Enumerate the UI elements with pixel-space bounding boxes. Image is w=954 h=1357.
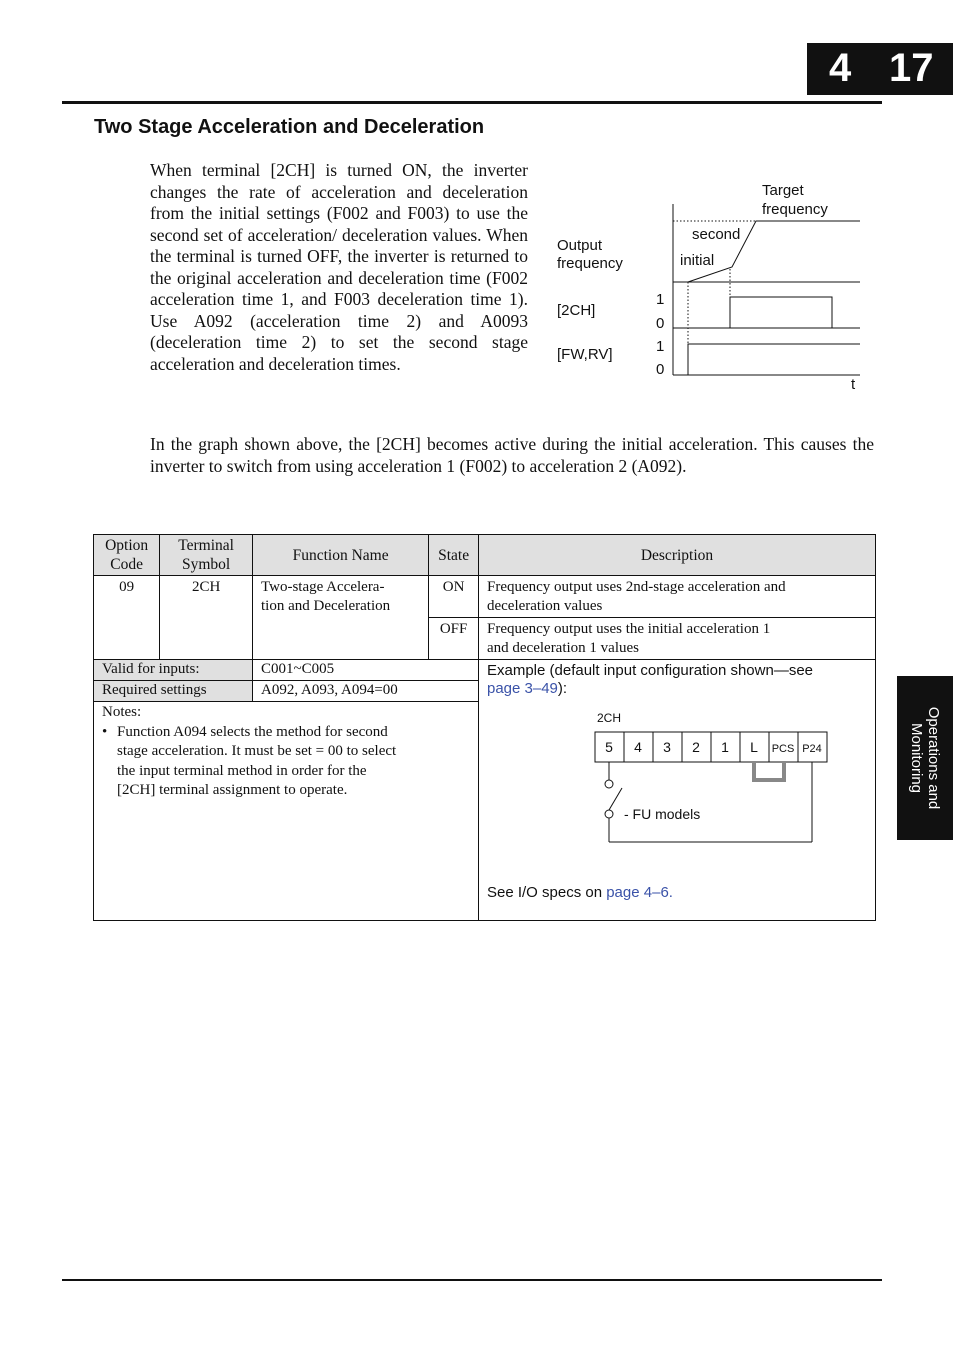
fwrv-high-label: 1 <box>656 338 665 355</box>
time-label: t <box>851 376 856 393</box>
fwrv-low-label: 0 <box>656 361 665 378</box>
target-label-1: Target <box>762 182 804 199</box>
function-table <box>93 534 876 921</box>
explanation-paragraph: In the graph shown above, the [2CH] becomes active during the initial acceleration. This causes the inverter to switch from using acceleration 1 (F002) to acceleration 2 (A092). <box>150 434 874 476</box>
wiring-diagram <box>487 710 867 870</box>
chapter-side-tab <box>897 676 953 840</box>
terminal-label: 1 <box>721 739 729 755</box>
output-label-1: Output <box>557 237 603 254</box>
side-tab-line-1: Operations and <box>925 706 942 810</box>
bullet: • <box>102 723 108 740</box>
io-specs-text: See I/O specs on page 4–6. <box>486 884 673 901</box>
intro-paragraph: When terminal [2CH] is turned ON, the inverter changes the rate of acceleration and deceleration from the initial settings (F002 and F003) to use the second set of acceleration/ deceleration values. When the terminal is turned OFF, the inverter is returned to the original acceleration and deceleration time (F002 acceleration time 1, and F003 deceleration time 1). Use A092 (acceleration time 2) and A0093 (deceleration time 2) to set the second stage acceleration and deceleration times. <box>150 160 528 374</box>
valid-inputs-value: C001~C005 <box>253 660 479 681</box>
switch-bottom-contact <box>605 810 613 818</box>
description-off-cell: Frequency output uses the initial acceleration 1 and deceleration 1 values <box>478 618 875 660</box>
terminal-symbol-cell: 2CH <box>160 576 253 660</box>
state-header: State <box>429 535 479 576</box>
terminal-label: 3 <box>663 739 671 755</box>
note-item: • Function A094 selects the method for second stage acceleration. It must be set = 00 to select the input terminal method in order for the [2CH] terminal assignment to operate. <box>102 723 397 798</box>
section-title: Two Stage Acceleration and Deceleration <box>94 116 485 138</box>
description-on-cell: Frequency output uses 2nd-stage acceleration and deceleration values <box>478 576 875 618</box>
page-number: 17 <box>889 46 934 90</box>
terminal-label: L <box>750 739 758 755</box>
footer-rule <box>62 1279 882 1281</box>
description-header: Description <box>478 535 875 576</box>
terminal-2ch-tag: 2CH <box>596 711 621 725</box>
ch2-low-label: 0 <box>656 315 665 332</box>
switch-top-contact <box>605 780 613 788</box>
output-label-2: frequency <box>557 255 623 272</box>
ch2-high-label: 1 <box>656 291 665 308</box>
valid-inputs-label: Valid for inputs: <box>94 660 253 681</box>
jumper-l-pcs <box>754 762 784 780</box>
terminal-symbol-header: Terminal Symbol <box>160 535 253 576</box>
notes-title: Notes: <box>102 704 142 720</box>
option-code-cell: 09 <box>94 576 160 660</box>
ch2-signal <box>673 297 860 328</box>
page-number-badge <box>807 43 953 95</box>
state-off-cell: OFF <box>429 618 479 660</box>
required-settings-value: A092, A093, A094=00 <box>253 681 479 702</box>
terminal-label: 5 <box>605 739 613 755</box>
notes-cell <box>94 702 479 921</box>
initial-label: initial <box>680 252 715 269</box>
header-rule <box>62 101 882 104</box>
timing-diagram <box>550 175 870 400</box>
terminal-label: PCS <box>771 743 795 755</box>
terminal-label: 4 <box>634 739 642 755</box>
state-on-cell: ON <box>429 576 479 618</box>
terminal-label: P24 <box>802 743 822 755</box>
example-text: Example (default input configuration shown—see page 3–49): <box>486 662 814 697</box>
second-label: second <box>692 226 741 243</box>
example-page-link[interactable]: page 3–49 <box>486 680 558 697</box>
fwrv-label: [FW,RV] <box>557 346 613 363</box>
table-row <box>94 576 876 618</box>
function-name-cell: Two-stage Accelera- tion and Deceleration <box>253 576 429 660</box>
example-cell <box>478 660 875 921</box>
function-name-header: Function Name <box>253 535 429 576</box>
io-specs-page-link[interactable]: page 4–6. <box>606 884 673 901</box>
table-header-row <box>94 535 876 576</box>
chapter-number: 4 <box>829 46 852 90</box>
required-settings-label: Required settings <box>94 681 253 702</box>
ch2-label: [2CH] <box>557 302 596 319</box>
switch-lever <box>609 788 622 810</box>
table-row <box>94 660 876 681</box>
fu-models-label: - FU models <box>623 806 701 822</box>
option-code-header: Option Code <box>94 535 160 576</box>
target-label-2: frequency <box>762 201 828 218</box>
terminal-label: 2 <box>692 739 700 755</box>
fwrv-signal <box>673 344 860 375</box>
side-tab-line-2: Monitoring <box>908 722 925 794</box>
